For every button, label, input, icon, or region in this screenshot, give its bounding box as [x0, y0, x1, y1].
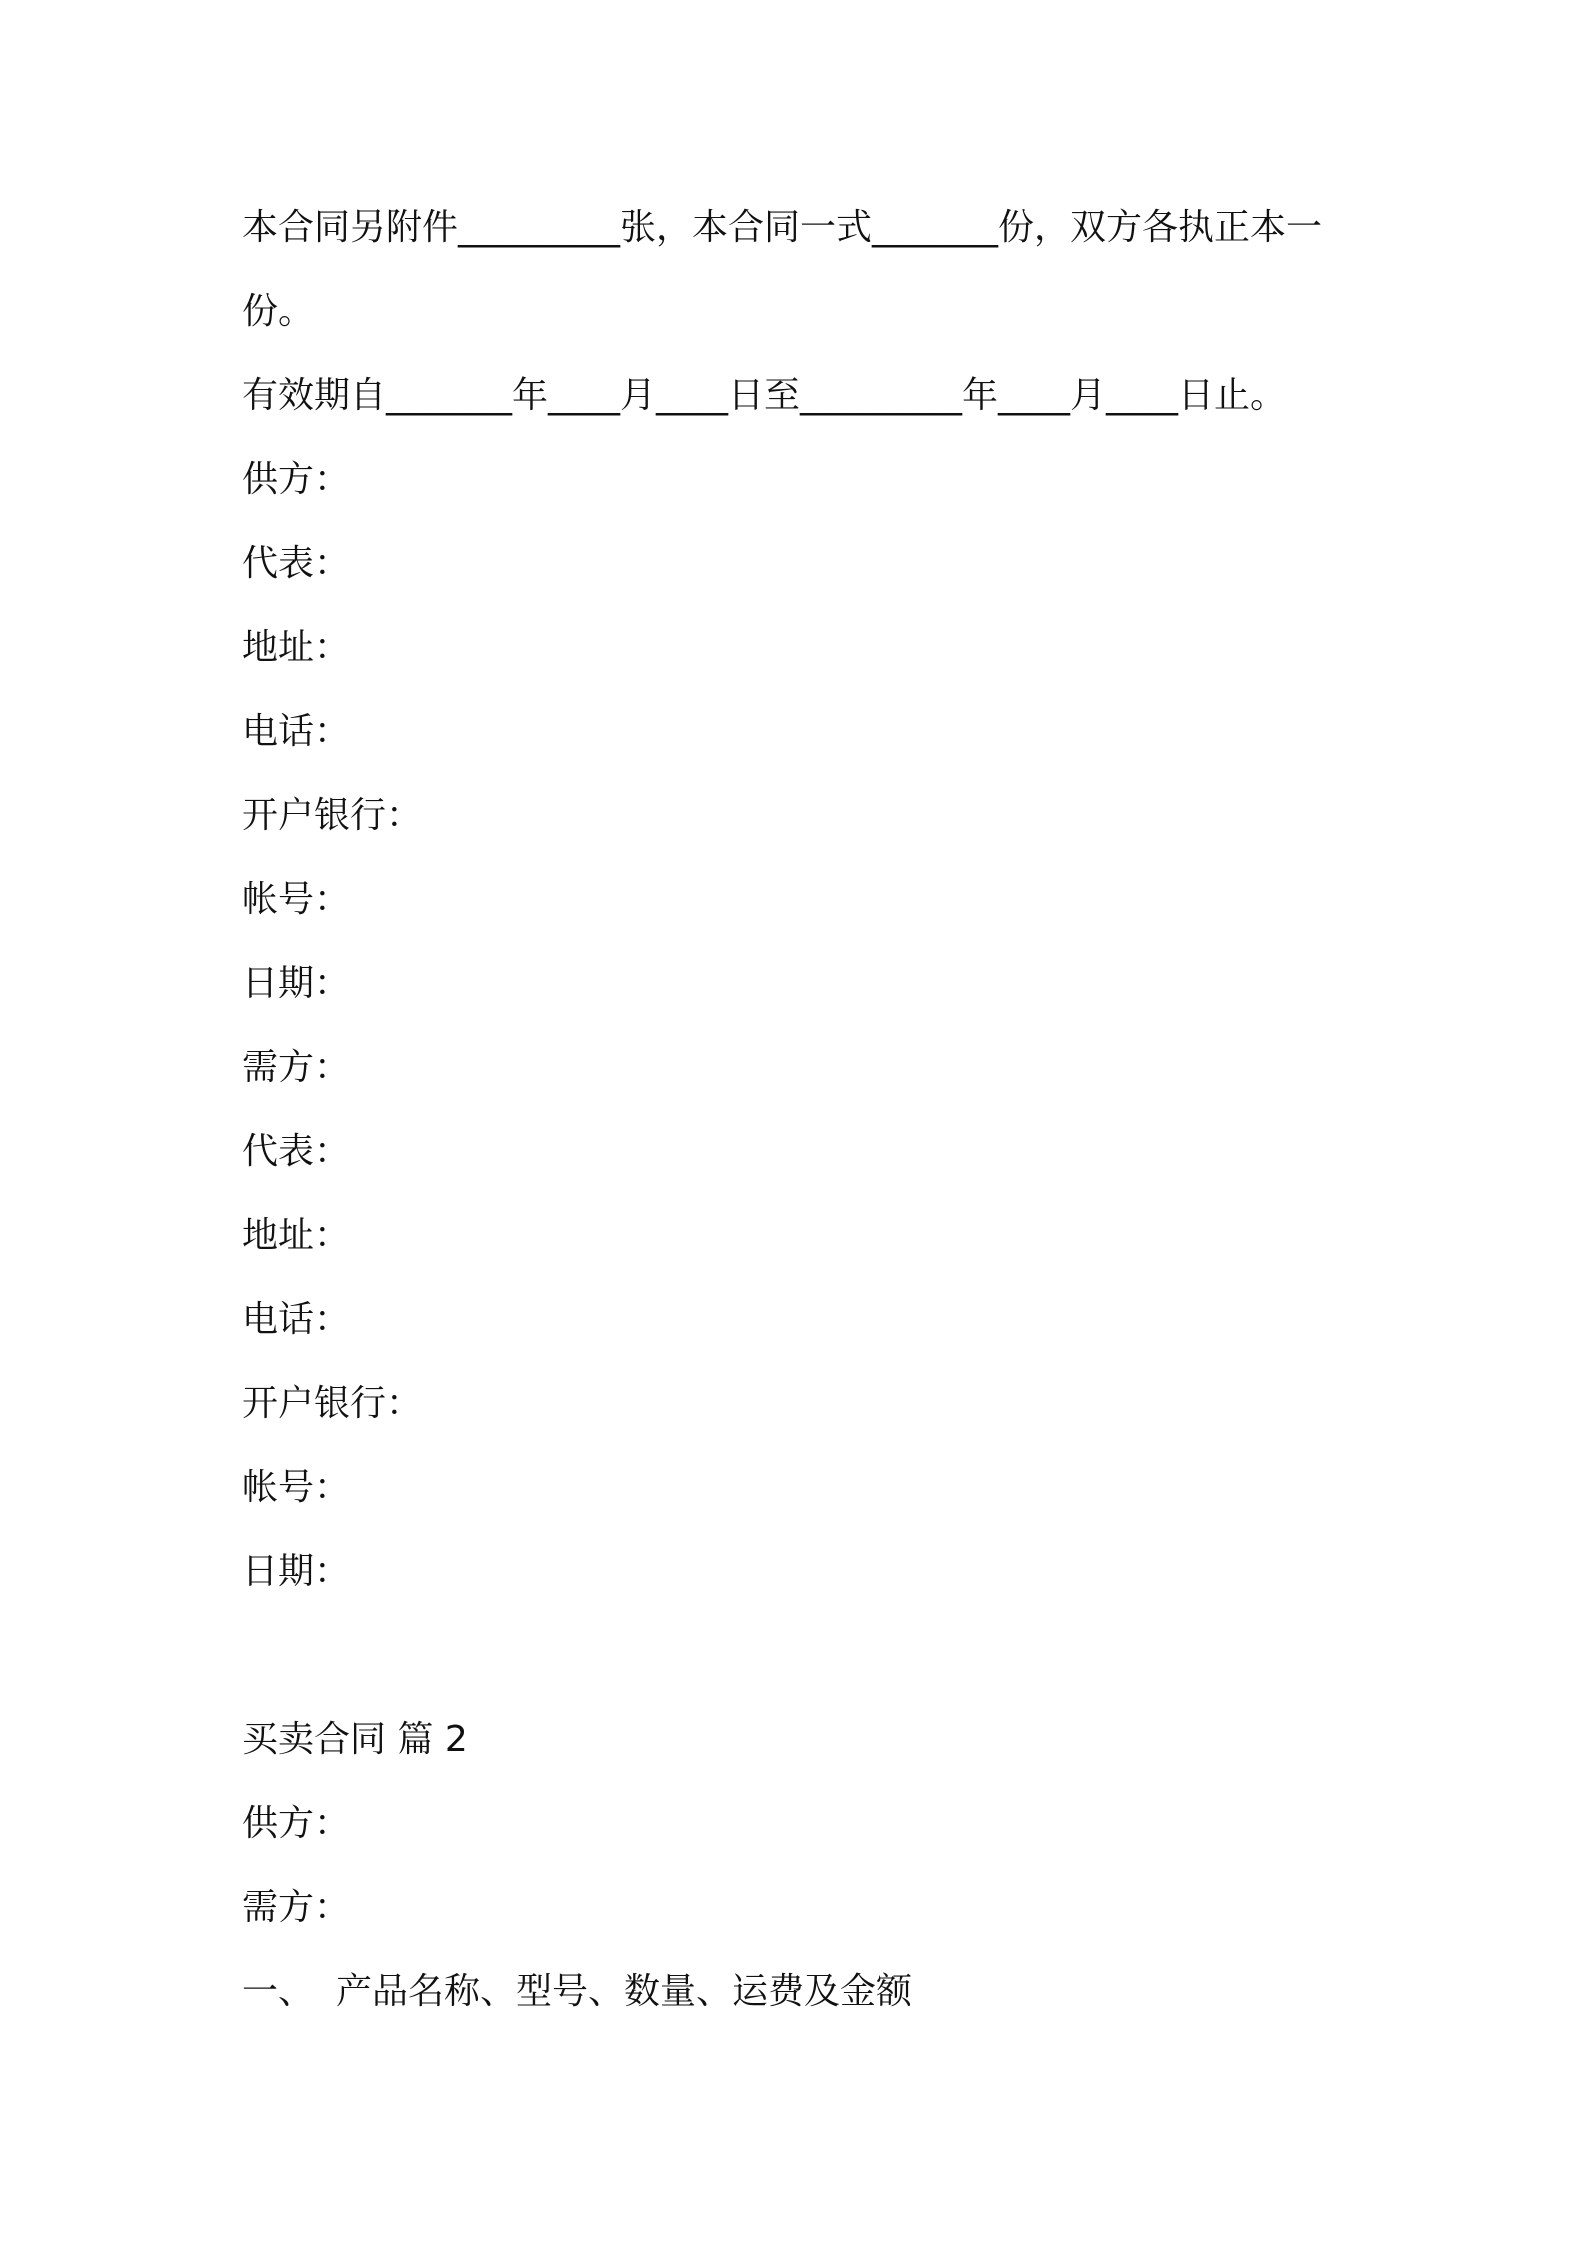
buyer-bank-label: 开户银行：: [242, 1383, 423, 1424]
supplier-date-label: 日期：: [242, 963, 351, 1004]
section-title: 买卖合同 篇 2: [242, 1719, 468, 1760]
buyer-representative-label: 代表：: [242, 1131, 351, 1172]
buyer-label: 需方：: [242, 1047, 351, 1088]
supplier-address-label: 地址：: [242, 627, 351, 668]
clause-title: 产品名称、型号、数量、运费及金额: [336, 1971, 913, 2012]
validity-period-line: 有效期自_______年____月____日至_________年____月____日止。: [242, 375, 1287, 416]
supplier-representative-label: 代表：: [242, 543, 351, 584]
buyer-account-label: 帐号：: [242, 1467, 351, 1508]
clause-heading: [242, 1968, 912, 2016]
section-buyer-label: 需方：: [242, 1887, 351, 1928]
buyer-phone-label: 电话：: [242, 1299, 351, 1340]
attachment-copies-line: 本合同另附件_________张，本合同一式_______份，双方各执正本一: [242, 207, 1323, 248]
section-supplier-label: 供方：: [242, 1803, 351, 1844]
supplier-bank-label: 开户银行：: [242, 795, 423, 836]
supplier-account-label: 帐号：: [242, 879, 351, 920]
supplier-label: 供方：: [242, 459, 351, 500]
buyer-address-label: 地址：: [242, 1215, 351, 1256]
supplier-phone-label: 电话：: [242, 711, 351, 752]
attachment-copies-line-continued: 份。: [242, 291, 315, 332]
clause-number: 一、: [242, 1971, 315, 2012]
buyer-date-label: 日期：: [242, 1551, 351, 1592]
